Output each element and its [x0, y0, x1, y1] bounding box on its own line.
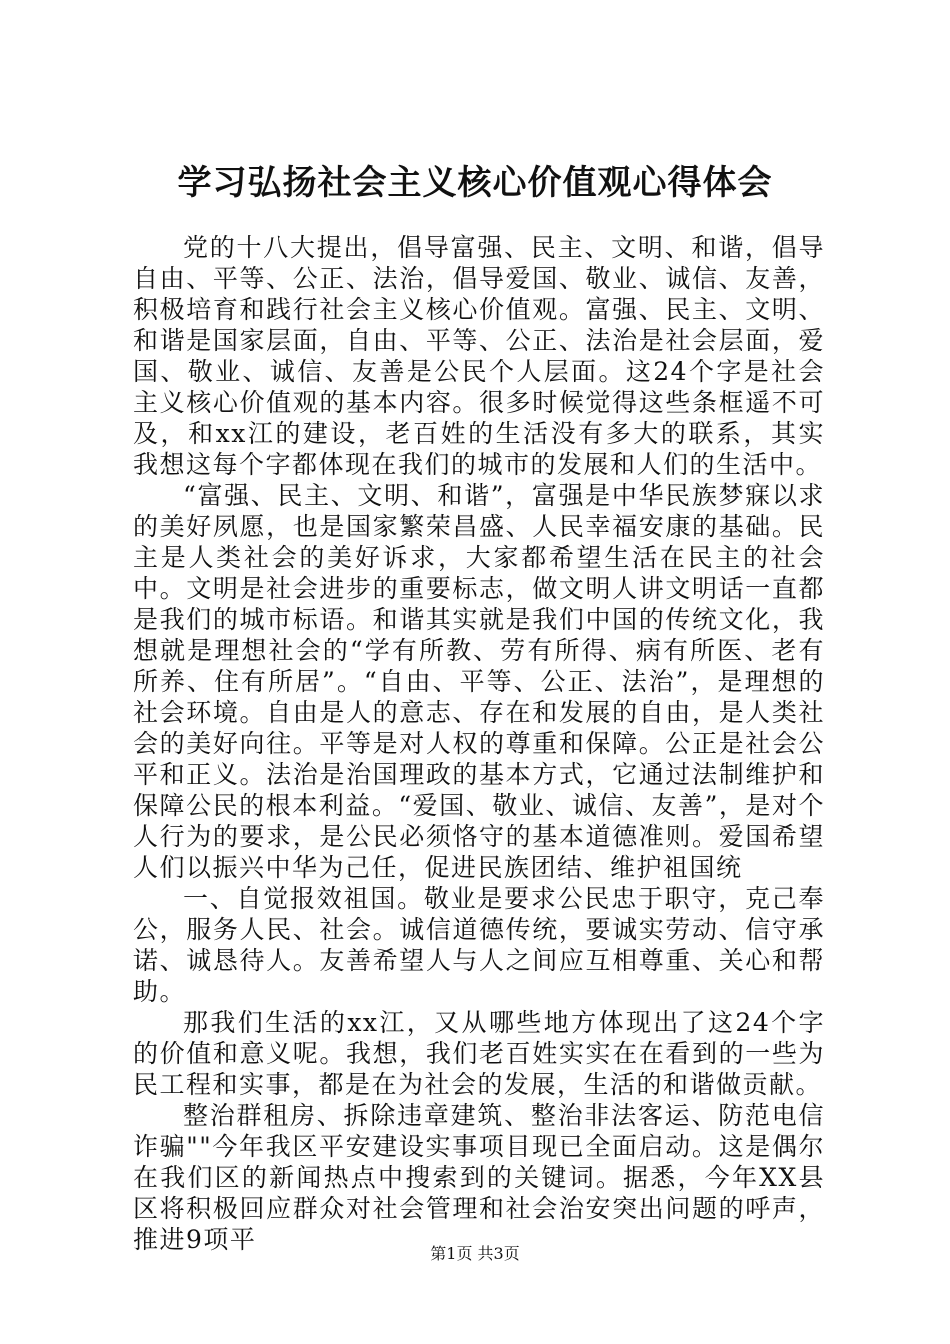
paragraph-5: 整治群租房、拆除违章建筑、整治非法客运、防范电信诈骗""今年我区平安建设实事项目现已全面启动。这是偶尔在我们区的新闻热点中搜索到的关键词。据悉，今年XX县区将积极回应群众对社会管理和社会治安突出问题的呼声，推进9项平	[133, 1101, 825, 1254]
paragraph-3: 一、自觉报效祖国。敬业是要求公民忠于职守，克己奉公，服务人民、社会。诚信道德传统，要诚实劳动、信守承诺、诚恳待人。友善希望人与人之间应互相尊重、关心和帮助。	[133, 884, 825, 1006]
paragraph-2: “富强、民主、文明、和谐”，富强是中华民族梦寐以求的美好夙愿，也是国家繁荣昌盛、人民幸福安康的基础。民主是人类社会的美好诉求，大家都希望生活在民主的社会中。文明是社会进步的重要标志，做文明人讲文明话一直都是我们的城市标语。和谐其实就是我们中国的传统文化，我想就是理想社会的“学有所教、劳有所得、病有所医、老有所养、住有所居”。“自由、平等、公正、法治”，是理想的社会环境。自由是人的意志、存在和发展的自由，是人类社会的美好向往。平等是对人权的尊重和保障。公正是社会公平和正义。法治是治国理政的基本方式，它通过法制维护和保障公民的根本利益。“爱国、敬业、诚信、友善”，是对个人行为的要求，是公民必须恪守的基本道德准则。爱国希望人们以振兴中华为己任，促进民族团结、维护祖国统	[133, 481, 825, 882]
document-body	[133, 232, 825, 1255]
page-title: 学习弘扬社会主义核心价值观心得体会	[177, 163, 773, 203]
paragraph-4: 那我们生活的xx江，又从哪些地方体现出了这24个字的价值和意义呢。我想，我们老百姓实实在在看到的一些为民工程和实事，都是在为社会的发展，生活的和谐做贡献。	[133, 1008, 825, 1099]
page-number-footer: 第1页 共3页	[430, 1244, 520, 1263]
paragraph-1: 党的十八大提出，倡导富强、民主、文明、和谐，倡导自由、平等、公正、法治，倡导爱国、敬业、诚信、友善，积极培育和践行社会主义核心价值观。富强、民主、文明、和谐是国家层面，自由、平等、公正、法治是社会层面，爱国、敬业、诚信、友善是公民个人层面。这24个字是社会主义核心价值观的基本内容。很多时候觉得这些条框遥不可及，和xx江的建设，老百姓的生活没有多大的联系，其实我想这每个字都体现在我们的城市的发展和人们的生活中。	[133, 233, 825, 479]
